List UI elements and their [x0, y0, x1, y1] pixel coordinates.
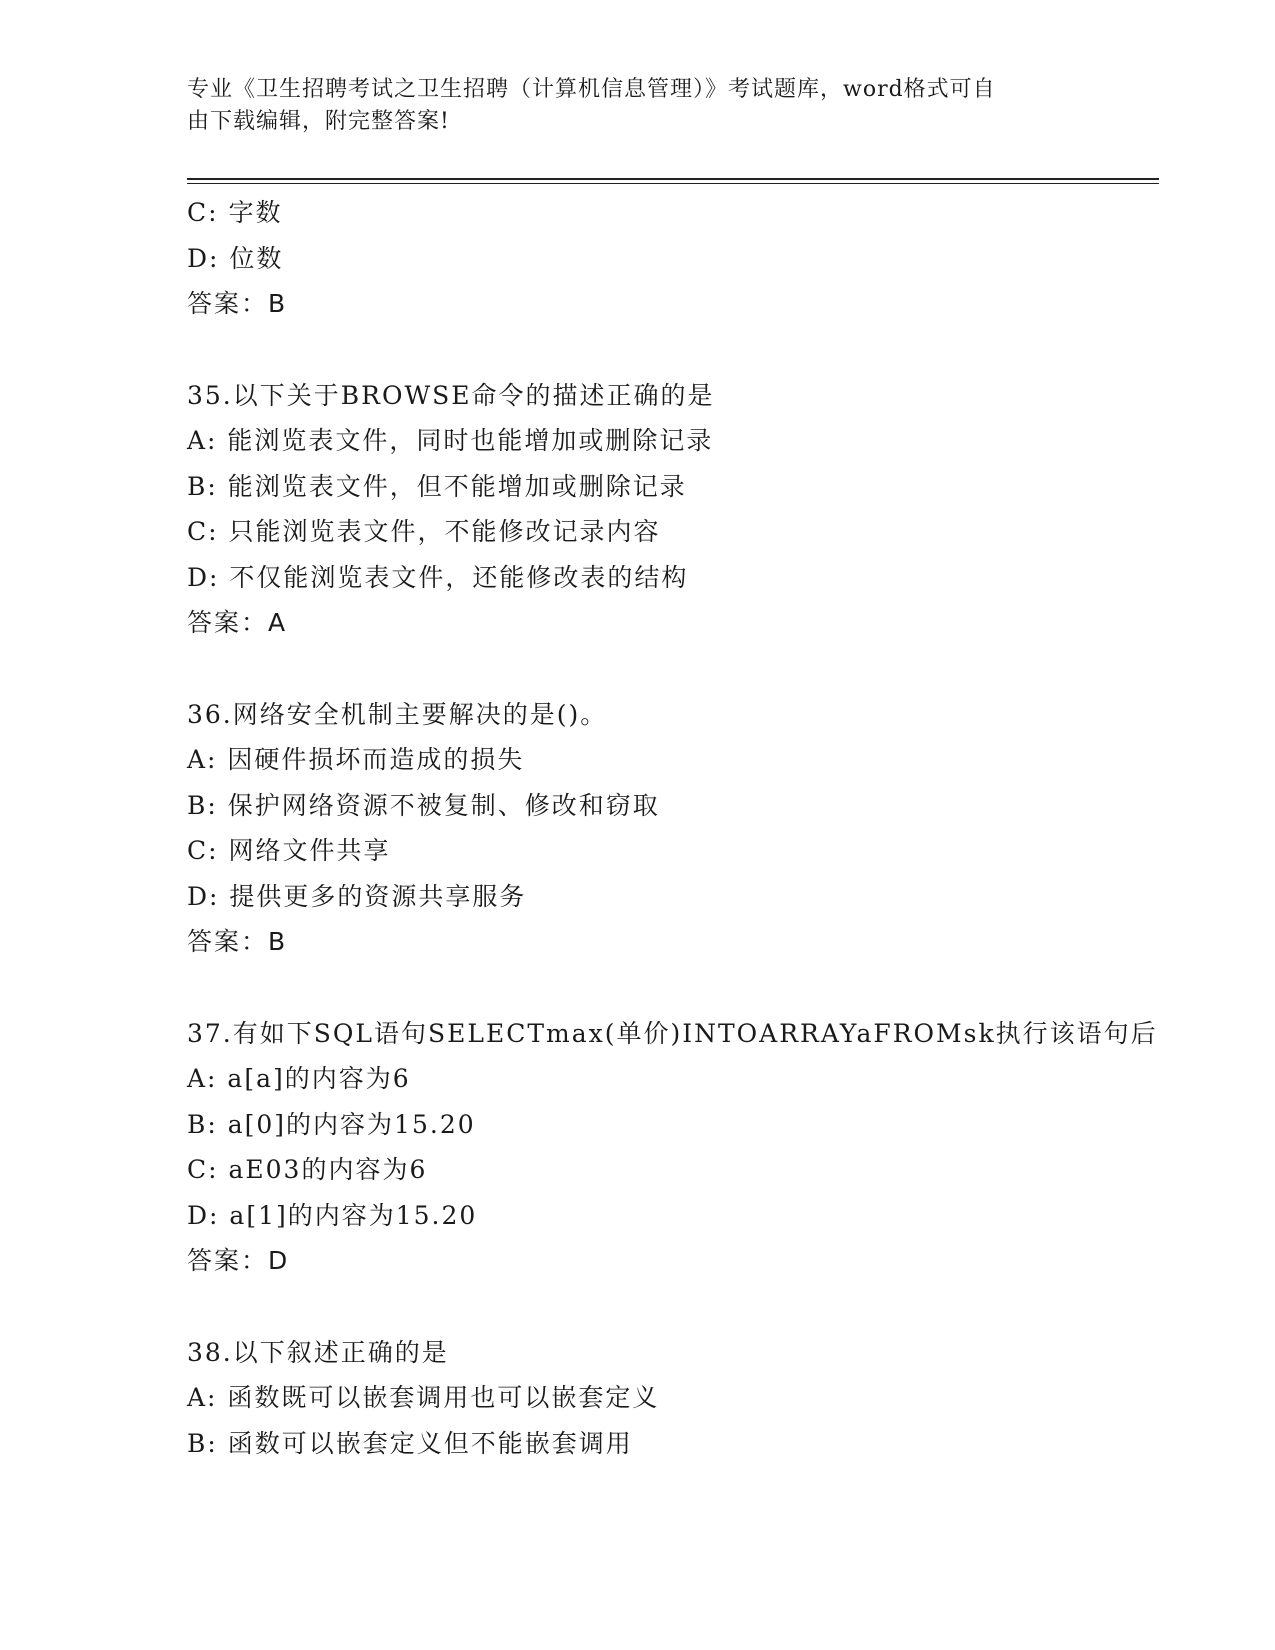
- option-b: B: 函数可以嵌套定义但不能嵌套调用: [187, 1428, 633, 1458]
- header-divider-thin: [187, 183, 1159, 184]
- option-b: B: 保护网络资源不被复制、修改和窃取: [187, 790, 660, 820]
- option-a: A: 因硬件损坏而造成的损失: [187, 745, 525, 774]
- option-c: C: aE03的内容为6: [187, 1155, 428, 1184]
- option-d: D: 位数: [187, 243, 284, 273]
- option-a: A: a[a]的内容为6: [187, 1064, 411, 1093]
- option-c: C: 只能浏览表文件，不能修改记录内容: [187, 517, 661, 546]
- option-b: B: a[0]的内容为15.20: [187, 1109, 476, 1139]
- question-stem: 35.以下关于BROWSE命令的描述正确的是: [187, 380, 715, 410]
- header-line-1: 专业《卫生招聘考试之卫生招聘（计算机信息管理）》考试题库，word格式可自: [187, 77, 996, 102]
- answer-line: 答案：B: [187, 927, 288, 956]
- question-35: [187, 373, 1187, 646]
- option-a: A: 能浏览表文件，同时也能增加或删除记录: [187, 426, 714, 455]
- option-d: D: 提供更多的资源共享服务: [187, 881, 527, 911]
- option-b: B: 能浏览表文件，但不能增加或删除记录: [187, 471, 687, 501]
- option-d: D: 不仅能浏览表文件，还能修改表的结构: [187, 562, 689, 592]
- question-36: [187, 692, 1187, 965]
- option-a: A: 函数既可以嵌套调用也可以嵌套定义: [187, 1383, 660, 1412]
- option-c: C: 网络文件共享: [187, 836, 391, 865]
- document-header: [187, 74, 1067, 138]
- header-line-2: 由下载编辑，附完整答案!: [187, 109, 450, 134]
- question-37: [187, 1011, 1187, 1284]
- question-list: [187, 190, 1187, 1466]
- answer-line: 答案：B: [187, 289, 288, 318]
- answer-line: 答案：D: [187, 1246, 290, 1275]
- question-stem: 38.以下叙述正确的是: [187, 1337, 449, 1367]
- question-38: [187, 1330, 1187, 1467]
- question-stem: 37.有如下SQL语句SELECTmax(单价)INTOARRAYaFROMsk执行该语句后: [187, 1018, 1158, 1048]
- question-stem: 36.网络安全机制主要解决的是()。: [187, 699, 608, 729]
- answer-line: 答案：A: [187, 608, 288, 637]
- header-divider-thick: [187, 178, 1159, 180]
- option-d: D: a[1]的内容为15.20: [187, 1200, 478, 1230]
- option-c: C: 字数: [187, 198, 283, 227]
- question-34-partial: [187, 190, 1187, 327]
